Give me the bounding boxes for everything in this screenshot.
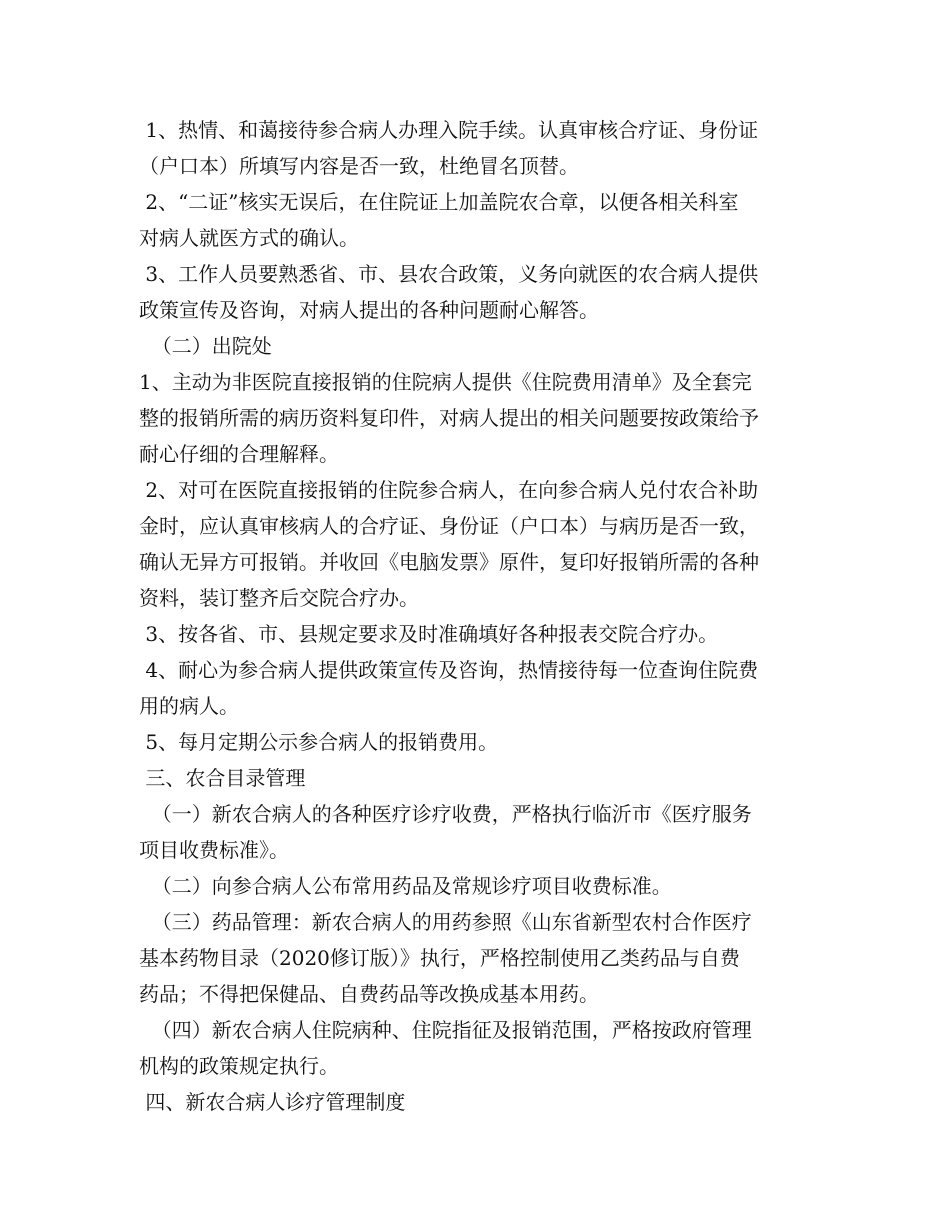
- section-heading: （二）出院处: [139, 334, 272, 358]
- text-line: 政策宣传及咨询，对病人提出的各种问题耐心解答。: [139, 298, 599, 322]
- text-line: 金时，应认真审核病人的合疗证、身份证（户口本）与病历是否一致，: [139, 514, 759, 538]
- text-line: 4、耐心为参合病人提供政策宣传及咨询，热情接待每一位查询住院费: [139, 658, 759, 682]
- text-line: 耐心仔细的合理解释。: [139, 442, 339, 466]
- text-line: （一）新农合病人的各种医疗诊疗收费，严格执行临沂市《医疗服务: [139, 802, 752, 826]
- text-line: 用的病人。: [139, 694, 239, 718]
- text-line: 药品；不得把保健品、自费药品等改换成基本用药。: [139, 982, 599, 1006]
- text-line: （四）新农合病人住院病种、住院指征及报销范围，严格按政府管理: [139, 1018, 752, 1042]
- section-heading: 四、新农合病人诊疗管理制度: [139, 1090, 406, 1114]
- text-line: 基本药物目录（2020修订版）》执行，严格控制使用乙类药品与自费: [139, 946, 740, 970]
- text-line: （三）药品管理：新农合病人的用药参照《山东省新型农村合作医疗: [139, 910, 752, 934]
- text-line: 整的报销所需的病历资料复印件，对病人提出的相关问题要按政策给予: [139, 406, 759, 430]
- text-line: 5、每月定期公示参合病人的报销费用。: [139, 730, 499, 754]
- text-line: 确认无异方可报销。并收回《电脑发票》原件，复印好报销所需的各种: [139, 550, 759, 574]
- text-line: 资料，装订整齐后交院合疗办。: [139, 586, 419, 610]
- text-line: 机构的政策规定执行。: [139, 1054, 339, 1078]
- text-line: 3、工作人员要熟悉省、市、县农合政策，义务向就医的农合病人提供: [139, 262, 759, 286]
- section-heading: 三、农合目录管理: [139, 766, 306, 790]
- text-line: （户口本）所填写内容是否一致，杜绝冒名顶替。: [139, 154, 579, 178]
- text-line: 对病人就医方式的确认。: [139, 226, 359, 250]
- text-line: 1、主动为非医院直接报销的住院病人提供《住院费用清单》及全套完: [139, 370, 752, 394]
- text-line: 项目收费标准》。: [139, 838, 289, 862]
- text-line: （二）向参合病人公布常用药品及常规诊疗项目收费标准。: [139, 874, 672, 898]
- text-line: 2、对可在医院直接报销的住院参合病人，在向参合病人兑付农合补助: [139, 478, 759, 502]
- text-line: 3、按各省、市、县规定要求及时准确填好各种报表交院合疗办。: [139, 622, 719, 646]
- text-line: 1、热情、和蔼接待参合病人办理入院手续。认真审核合疗证、身份证: [139, 118, 759, 142]
- text-line: 2、“二证”核实无误后，在住院证上加盖院农合章，以便各相关科室: [139, 190, 739, 214]
